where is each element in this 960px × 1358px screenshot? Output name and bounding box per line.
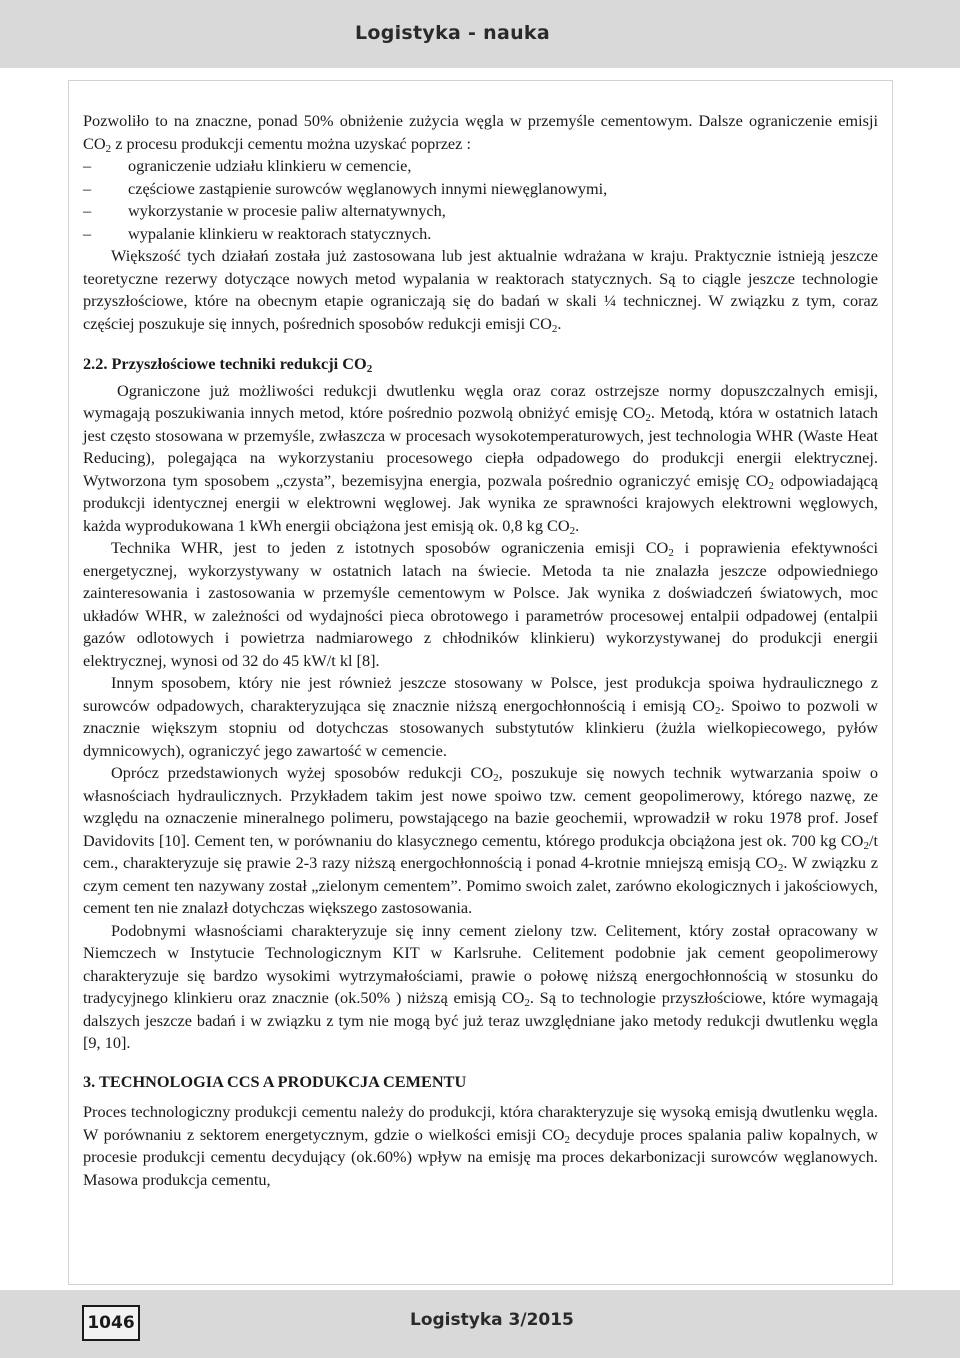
- section-heading-2-2: 2.2. Przyszłościowe techniki redukcji $CO_2$: [83, 354, 373, 375]
- paragraph-status: Większość tych działań została już zastosowana lub jest aktualnie wdrażana w kraju. Praktycznie istnieją jeszcze teoretyczne rezerwy dotyczące nowych metod wypalania w reaktorach statycznych. Są to ciągle jeszcze technologie przyszłościowe, które na obecnym etapie ograniczają się do badań w skali ¼ technicznej. W związku z tym, coraz częściej poszukuje się innych, pośrednich sposobów redukcji emisji $CO_2$.: [83, 246, 878, 335]
- page-number: 1046: [82, 1305, 140, 1341]
- paragraph-hydraulic-binder: Innym sposobem, który nie jest również jeszcze stosowany w Polsce, jest produkcja spoiwa hydraulicznego z surowców odpadowych, charakteryzująca się znacznie niższą energochłonnością i emisją $CO_2$. Spoiwo to pozwoli w znacznie większym stopniu od dotychczas stosowanych substytutów klinkieru (żużla wielkopiecowego, pyłów dymnicowych), ograniczyć jego zawartość w cemencie.: [83, 673, 878, 760]
- running-header: Logistyka - nauka: [354, 22, 550, 44]
- paragraph-celitement: Podobnymi własnościami charakteryzuje się inny cement zielony tzw. Celitement, który został opracowany w Niemczech w Instytucie Technologicznym KIT w Karlsruhe. Celitement podobnie jak cement geopolimerowy charakteryzuje się bardzo wysokimi wytrzymałościami, prawie o połowę niższą energochłonnością w stosunku do tradycyjnego klinkieru oraz znacznie (ok.50% ) niższą emisją $CO_2$. Są to technologie przyszłościowe, które wymagają dalszych jeszcze badań i w związku z tym nie mogą być już teraz uwzględniane jako metody redukcji dwutlenku węgla [9, 10].: [83, 920, 878, 1052]
- paragraph-whr-intro: Ograniczone już możliwości redukcji dwutlenku węgla oraz coraz ostrzejsze normy dopuszczalnych emisji, wymagają poszukiwania innych metod, które pośrednio pozwolą obniżyć emisję $CO_2$. Metodą, która w ostatnich latach jest często stosowana w przemyśle, zwłaszcza w procesach wysokotemperaturowych, jest technologia WHR (Waste Heat Reducing), polegająca na wykorzystaniu procesowego ciepła odpadowego do produkcji energii elektrycznej. Wytworzona tym sposobem „czysta”, bezemisyjna energia, pozwala pośrednio ograniczyć emisję $CO_2$ odpowiadającą produkcji identycznej energii w elektrowni węglowej. Jak wynika ze sprawności krajowych elektrowni węglowych, każda wyprodukowana 1 kWh energii obciążona jest emisją ok. 0,8 kg $CO_2$.: [83, 380, 878, 537]
- list-item: – wykorzystanie w procesie paliw alternatywnych,: [83, 201, 446, 220]
- header-band: [0, 0, 960, 68]
- paragraph-geopolymer: Oprócz przedstawionych wyżej sposobów redukcji $CO_2$, poszukuje się nowych technik wytwarzania spoiw o własnościach hydraulicznych. Przykładem takim jest nowe spoiwo tzw. cement geopolimerowy, którego nazwę, ze względu na oznaczenie mineralnego polimeru, powstającego na bazie geochemii, wprowadził w roku 1978 prof. Josef Davidovits [10]. Cement ten, w porównaniu do klasycznego cementu, którego produkcja obciążona jest ok. 700 kg $CO_2/t$ cem., charakteryzuje się prawie 2-3 razy niższą energochłonnością i ponad 4-krotnie mniejszą emisją $CO_2$. W związku z czym cement ten nazywany został „zielonym cementem”. Pomimo swoich zalet, zarówno ekologicznych i jakościowych, cement ten nie znalazł dotychczas większego zastosowania.: [83, 763, 879, 917]
- paragraph-whr-technique: Technika WHR, jest to jeden z istotnych sposobów ograniczenia emisji $CO_2$ i poprawienia efektywności energetycznej, wykorzystywany w ostatnich latach na świecie. Metoda ta nie znalazła jeszcze odpowiedniego zainteresowania i zastosowania w przemyśle cementowym w Polsce. Jak wynika z doświadczeń światowych, moc układów WHR, w zależności od wydajności pieca obrotowego i parametrów procesowej entalpii odpadowej (entalpii gazów odlotowych i powietrza nadmiarowego z chłodników klinkieru) wykorzystywanej do produkcji energii elektrycznej, wynosi od 32 do 45 kW/t kl [8].: [83, 538, 878, 670]
- list-item: – ograniczenie udziału klinkieru w cemencie,: [83, 156, 412, 175]
- paragraph-ccs: Proces technologiczny produkcji cementu należy do produkcji, która charakteryzuje się wysoką emisją dwutlenku węgla. W porównaniu z sektorem energetycznym, gdzie o wielkości emisji $CO_2$ decyduje proces spalania paliw kopalnych, w procesie produkcji cementu decydujący (ok.60%) wpływ na emisję ma proces dekarbonizacji surowców węglanowych. Masowa produkcja cementu,: [83, 1102, 878, 1189]
- article-body: [83, 110, 878, 1191]
- paragraph-intro: Pozwoliło to na znaczne, ponad 50% obniżenie zużycia węgla w przemyśle cementowym. Dalsze ograniczenie emisji $CO_2$ z procesu produkcji cementu można uzyskać poprzez :: [83, 111, 878, 155]
- journal-issue: Logistyka 3/2015: [410, 1310, 574, 1330]
- section-heading-3: 3. TECHNOLOGIA CCS A PRODUKCJA CEMENTU: [83, 1071, 467, 1091]
- list-item: – wypalanie klinkieru w reaktorach statycznych.: [83, 223, 432, 243]
- list-item: – częściowe zastąpienie surowców węglanowych innymi niewęglanowymi,: [83, 178, 608, 198]
